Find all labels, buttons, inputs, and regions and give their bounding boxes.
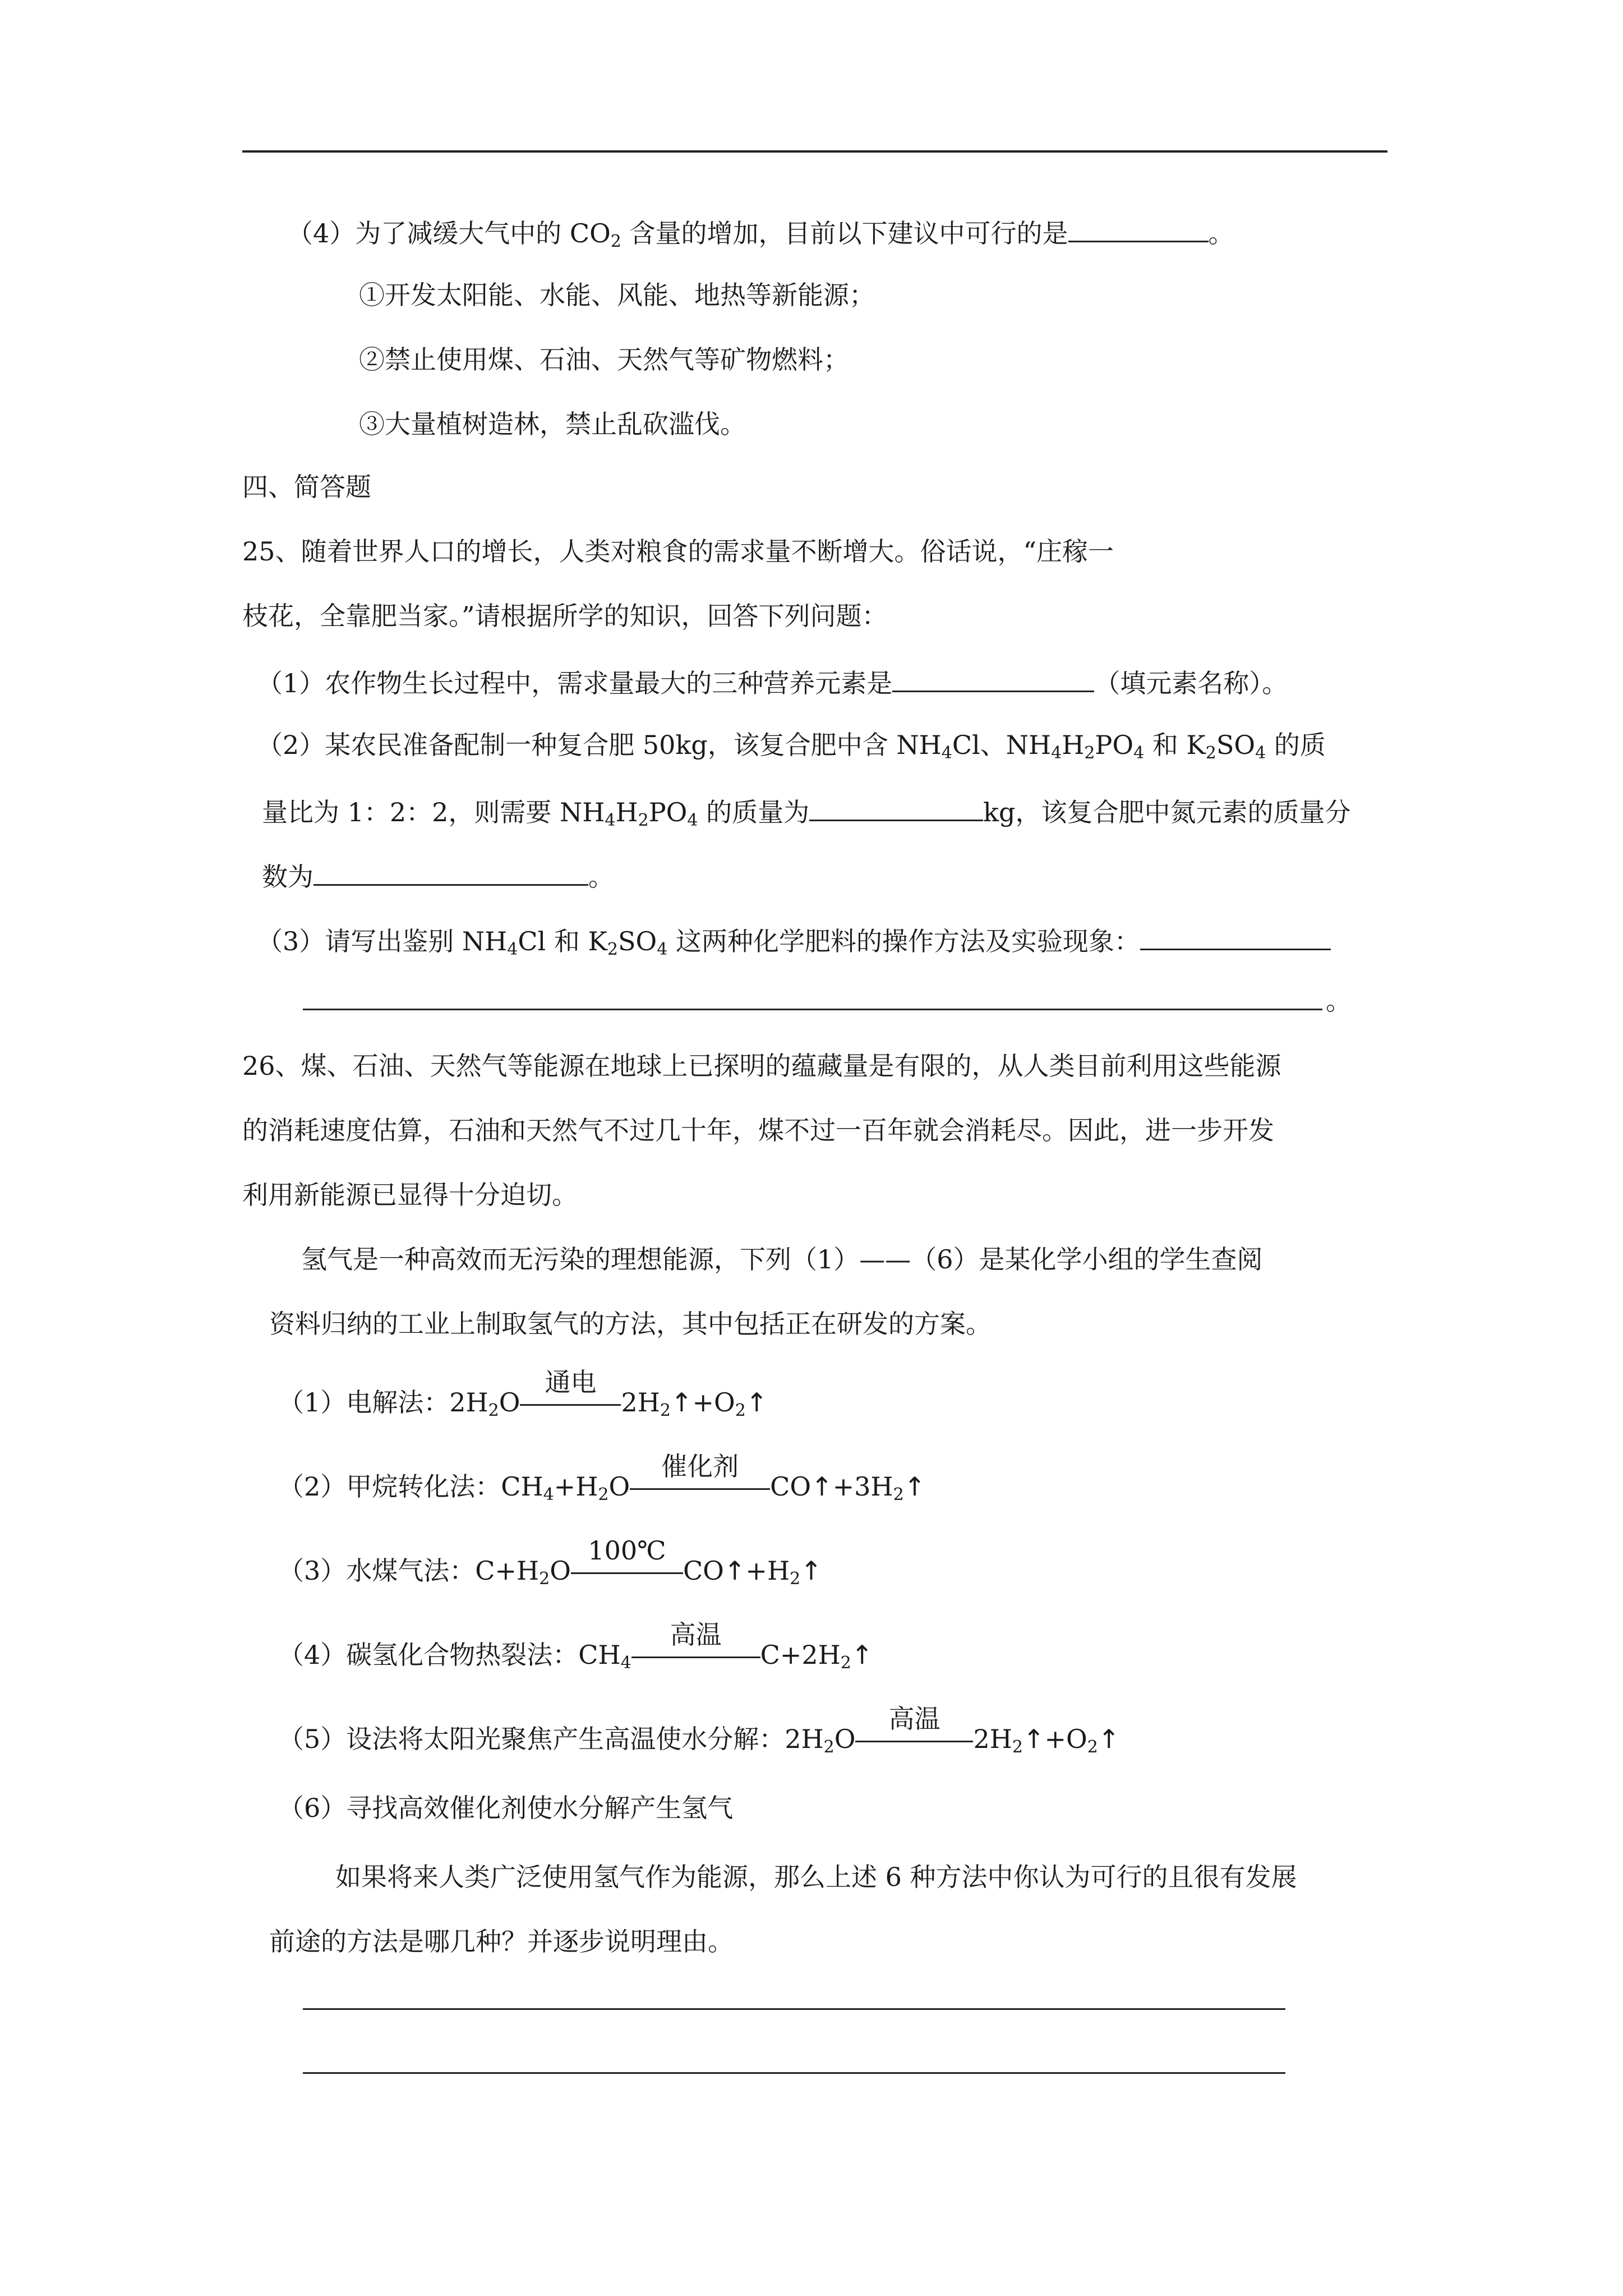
method-2: （2）甲烷转化法：$CH_4+H_2O$ 催化剂 $CO↑+3H_2↑$ [278, 1451, 926, 1504]
answer-line[interactable] [303, 2072, 1285, 2074]
answer-blank[interactable] [892, 665, 1094, 692]
answer-blank[interactable] [313, 858, 588, 886]
answer-blank[interactable] [1068, 215, 1209, 242]
reaction-condition: 通电 [520, 1380, 621, 1411]
method-4: （4）碳氢化合物热裂法：$CH_4$ 高温 $C+2H_2↑$ [278, 1619, 873, 1673]
option-3: ③大量植树造林，禁止乱砍滥伐。 [359, 409, 746, 439]
q25-part1: （1）农作物生长过程中，需求量最大的三种营养元素是 （填元素名称）。 [257, 665, 1288, 699]
method-6: （6）寻找高效催化剂使水分解产生氢气 [278, 1793, 734, 1823]
header-rule [242, 150, 1387, 153]
q26-intro1: 氢气是一种高效而无污染的理想能源，下列（1）——（6）是某化学小组的学生查阅 [301, 1244, 1263, 1274]
q26-question2: 前途的方法是哪几种？并逐步说明理由。 [269, 1926, 734, 1957]
method-5: （5）设法将太阳光聚焦产生高温使水分解：$2H_2O$ 高温 $2H_2↑+O_2↑$ [278, 1704, 1120, 1757]
q25-part3-end: 。 [1326, 986, 1352, 1016]
q25-part2-line1: （2）某农民准备配制一种复合肥 50kg，该复合肥中含 $NH_4Cl$、$NH_4H_2PO_4$ 和 $K_2SO_4$ 的质 [257, 730, 1326, 763]
method-3: （3）水煤气法：$C+H_2O$ 100℃ $CO↑+H_2↑$ [278, 1535, 822, 1589]
reaction-condition: 100℃ [571, 1548, 683, 1580]
section-title: 四、简答题 [242, 472, 371, 502]
option-1: ①开发太阳能、水能、风能、地热等新能源； [359, 280, 875, 310]
method-1: （1）电解法：$2H_2O$ 通电 $2H_2↑+O_2↑$ [278, 1367, 768, 1420]
answer-line[interactable] [303, 2008, 1285, 2010]
answer-blank[interactable] [809, 794, 983, 821]
q25-line2: 枝花，全靠肥当家。”请根据所学的知识，回答下列问题： [242, 601, 888, 631]
q25-part2-line3: 数为 。 [262, 858, 614, 892]
reaction-condition: 高温 [631, 1632, 760, 1664]
q26-question1: 如果将来人类广泛使用氢气作为能源，那么上述 6 种方法中你认为可行的且很有发展 [335, 1862, 1297, 1892]
q26-intro2: 资料归纳的工业上制取氢气的方法，其中包括正在研发的方案。 [269, 1309, 992, 1339]
q26-line2: 的消耗速度估算，石油和天然气不过几十年，煤不过一百年就会消耗尽。因此，进一步开发 [242, 1115, 1274, 1145]
q25-line1: 25、随着世界人口的增长，人类对粮食的需求量不断增大。俗话说，“庄稼一 [242, 536, 1114, 567]
q26-line3: 利用新能源已显得十分迫切。 [242, 1180, 578, 1210]
answer-blank[interactable] [1140, 923, 1331, 950]
q26-line1: 26、煤、石油、天然气等能源在地球上已探明的蕴藏量是有限的，从人类目前利用这些能源 [242, 1051, 1281, 1081]
reaction-condition: 催化剂 [630, 1464, 770, 1496]
q24-part4: （4）为了减缓大气中的 $CO_2$ 含量的增加，目前以下建议中可行的是 。 [287, 215, 1234, 249]
q25-part3: （3）请写出鉴别 $NH_4Cl$ 和 $K_2SO_4$ 这两种化学肥料的操作方法及实验现象： [257, 923, 1331, 957]
reaction-condition: 高温 [855, 1717, 973, 1748]
q25-part2-line2: 量比为 1：2：2，则需要 $NH_4H_2PO_4$ 的质量为 kg，该复合肥中氮元素的质量分 [262, 794, 1350, 828]
option-2: ②禁止使用煤、石油、天然气等矿物燃料； [359, 344, 849, 375]
answer-line[interactable] [303, 1009, 1322, 1010]
